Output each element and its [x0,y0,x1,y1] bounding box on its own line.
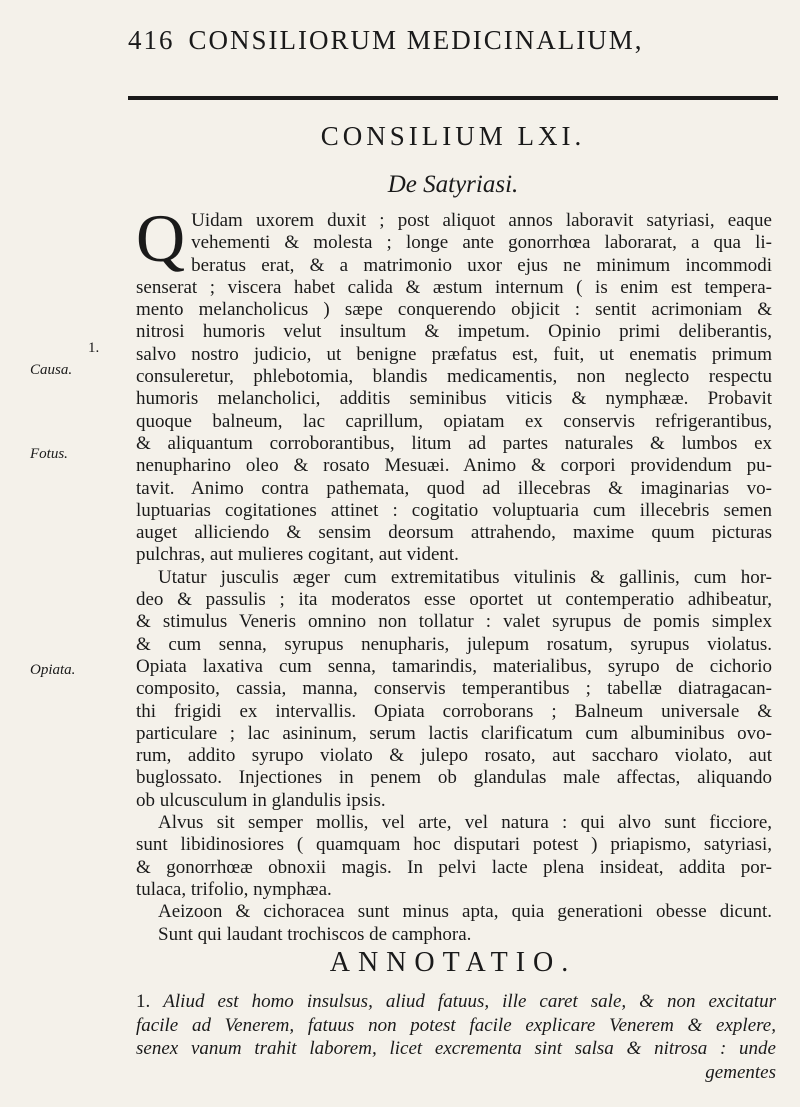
chapter-subtitle: De Satyriasi. [387,171,519,198]
text-line: composito, cassia, manna, conservis temperantibus ; tabellæ diatragacan- [136,678,772,700]
text-line: beratus erat, & a matrimonio uxor ejus ne minimum incommodi [191,254,772,276]
text-line: pulchras, aut mulieres cogitant, aut vident. [136,544,459,566]
drop-capital: Q [136,200,186,276]
text-line: particulare ; lac asininum, serum lactis clarificatum cum albuminibus ovo- [136,722,772,744]
text-line: Utatur jusculis æger cum extremitatibus vitulinis & gallinis, cum hor- [158,566,772,588]
annotation-line: gementes [705,1061,776,1083]
annotation-line: facile ad Venerem, fatuus non potest facile explicare Venerem & explere, [136,1014,776,1036]
text-line: buglossato. Injectiones in penem ob glandulas male affectas, aliquando [136,767,772,789]
text-line: rum, addito syrupo violato & julepo rosato, aut saccharo violato, aut [136,745,772,767]
text-line: salvo nostro judicio, ut benigne præfatus est, fuit, ut enematis primum [136,343,772,365]
text-line: & aliquantum corroborantibus, litum ad partes naturales & lumbos ex [136,432,772,454]
text-line: senserat ; viscera habet calida & æstum internum ( is enim est tempera- [136,276,772,298]
text-line: Sunt qui laudant trochiscos de camphora. [158,923,472,945]
text-line: consuleretur, phlebotomia, blandis medicamentis, non neglecto respectu [136,366,772,388]
annotatio-heading: ANNOTATIO. [329,947,577,978]
text-line: quoque balneum, lac caprillum, opiatam ex conservis refrigerantibus, [136,410,772,432]
annotation-line: senex vanum trahit laborem, licet excrementa sint salsa & nitrosa : unde [136,1038,776,1059]
annotatio-text [136,990,776,1084]
text-line: sunt libidinosiores ( quamquam hoc disputari potest ) priapismo, satyriasi, [136,834,772,856]
text-line: Uidam uxorem duxit ; post aliquot annos laboravit satyriasi, eaque [191,210,772,231]
text-line: & gonorrhœæ obnoxii magis. In pelvi lacte plena insideat, addita por- [136,856,772,878]
text-line: Aeizoon & cichoracea sunt minus apta, quia generationi obesse dicunt. [158,901,772,923]
margin-note-causa: Causa. [30,362,73,378]
text-line: & cum senna, syrupus nenupharis, julepum rosatum, syrupus violatus. [136,633,772,655]
margin-note-opiata: Opiata. [30,662,76,678]
text-line: tulaca, trifolio, nymphæa. [136,878,332,900]
margin-note-fotus: Fotus. [30,446,68,462]
header-rule [128,96,778,100]
text-line: Opiata laxativa cum senna, tamarindis, materialibus, syrupo de cichorio [136,655,772,677]
annotation-number: 1. [136,991,164,1012]
annotation-line [136,990,776,1014]
annotation-line-text: Aliud est homo insulsus, aliud fatuus, ille caret sale, & non excitatur [163,991,777,1012]
text-line: humoris melancholici, additis seminibus viticis & nymphææ. Probavit [136,388,772,410]
page-number: 416 [128,25,175,55]
text-line: mento melancholicus ) sæpe conquerendo objicit : sentit acrimoniam & [136,299,772,321]
chapter-heading: CONSILIUM LXI. [320,121,586,151]
margin-note-number: 1. [88,340,100,356]
running-title: CONSILIORUM MEDICINALIUM, [188,25,644,55]
text-line: vehementi & molesta ; longe ante gonorrhœa laborarat, a qua li- [191,232,772,254]
text-line: ob ulcusculum in glandulis ipsis. [136,789,386,811]
text-line: luptuarias cogitationes attinet : cogitatio voluptuaria cum illecebris semen [136,499,772,521]
text-line: deo & passulis ; ita moderatos esse oportet ut contemperatio adhibeatur, [136,589,772,611]
text-line: auget alliciendo & sensim deorsum attrahendo, maxime quum picturas [136,522,772,544]
text-line: nitrosi humoris velut insultum & impetum. Opinio primi deliberantis, [136,321,772,343]
text-line: thi frigidi ex intervallis. Opiata corroborans ; Balneum universale & [136,700,772,722]
text-line: tavit. Animo contra pathemata, quod ad illecebras & imaginarias vo- [136,477,772,499]
text-line: Alvus sit semper mollis, vel arte, vel natura : qui alvo sunt ficciore, [158,812,772,834]
text-line: & stimulus Veneris omnino non tollatur : valet syrupus de pomis simplex [136,611,772,633]
running-head [128,18,728,62]
text-line: nenupharino oleo & rosato Mesuæi. Animo & corpori providendum pu- [136,455,772,477]
main-text [136,200,772,946]
